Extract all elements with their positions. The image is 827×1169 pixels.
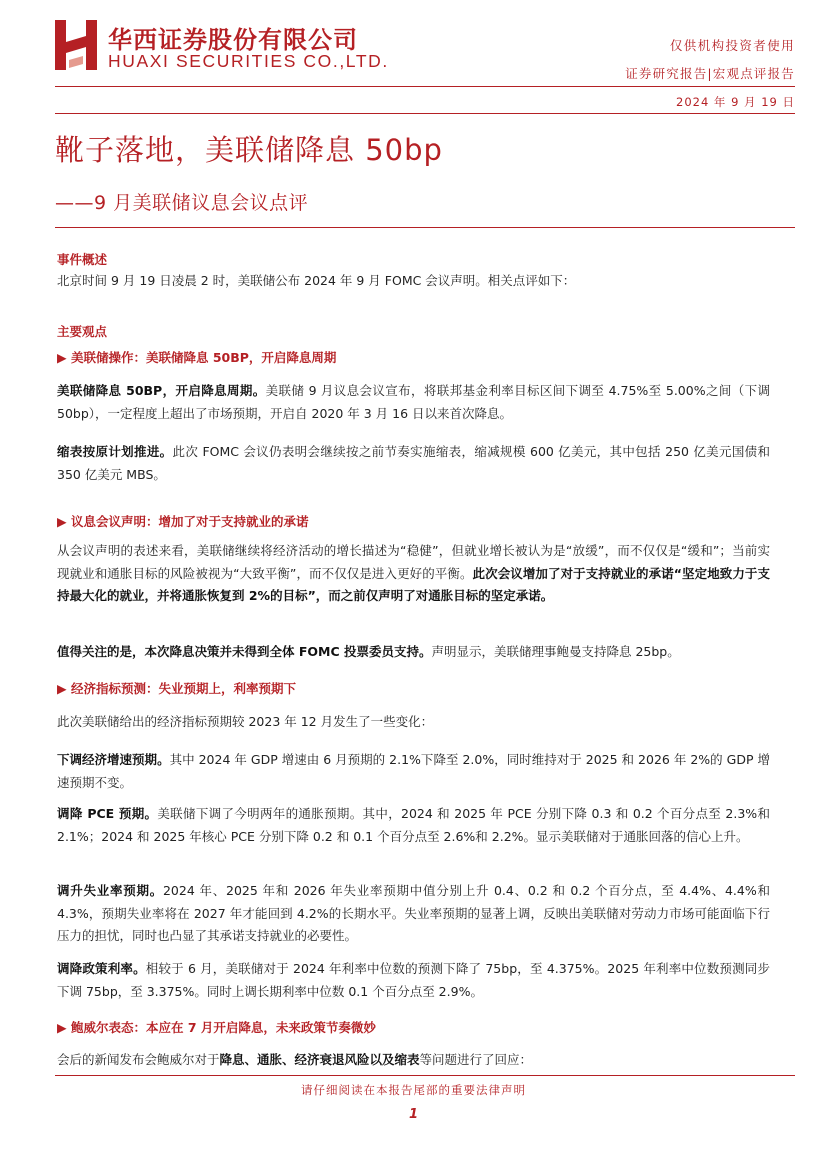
paragraph-text: 美联储下调了今明两年的通胀预期。其中，2024 和 2025 年 PCE 分别下降 0.3 和 0.2 个百分点至 2.3%和 2.1%；2024 和 2025 年核心 PCE 分别下降 0.2 和 0.1 个百分点至 2.6%和 2.2%。显示美联储对于通胀回落的信心上升。: [57, 806, 771, 844]
paragraph-lead: 调降 PCE 预期。: [57, 806, 158, 821]
header-divider: [55, 86, 795, 87]
paragraph-lead: 下调经济增速预期。: [57, 752, 170, 767]
paragraph-text: 美联储 9 月议息会议宣布，将联邦基金利率目标区间下调至 4.75%至 5.00%之间（下调 50bp），一定程度上超出了市场预期，开启自 2020 年 3 月 16 日以来首次降息。: [57, 383, 770, 421]
paragraph-lead: 值得关注的是，本次降息决策并未得到全体 FOMC 投票委员支持。: [57, 644, 432, 659]
section-bullet-projections: ▶ 经济指标预测：失业预期上，利率预期下: [57, 681, 296, 696]
paragraph-unemployment: [57, 880, 770, 948]
paragraph-pce: [57, 803, 770, 848]
paragraph-gdp: [57, 749, 770, 794]
event-heading: 事件概述: [57, 252, 108, 267]
paragraph-lead: 调升失业率预期。: [57, 883, 163, 898]
report-date: 2024 年 9 月 19 日: [676, 95, 795, 109]
paragraph-text: 会后的新闻发布会鲍威尔对于: [57, 1052, 220, 1067]
paragraph-statement: [57, 540, 770, 608]
legal-disclaimer: 请仔细阅读在本报告尾部的重要法律声明: [301, 1083, 526, 1097]
report-subtitle: ——9 月美联储议息会议点评: [55, 192, 309, 214]
paragraph-text: 2024 年、2025 年和 2026 年失业率预期中值分别上升 0.4、0.2 和 0.2 个百分点，至 4.4%、4.4%和 4.3%，预期失业率将在 2027 年才能回到 4.2%的长期水平。失业率预期的显著上调，反映出美联储对劳动力市场可能面临下行压力的担忧，同时也凸显了其承诺支持就业的必要性。: [57, 883, 770, 943]
date-divider: [55, 113, 795, 114]
paragraph-emphasis: 降息、通胀、经济衰退风险以及缩表: [219, 1052, 420, 1067]
paragraph-text: 相较于 6 月，美联储对于 2024 年利率中位数的预测下降了 75bp，至 4.375%。2025 年利率中位数预测同步下调 75bp，至 3.375%。同时上调长期利率中位数 0.1 个百分点至 2.9%。: [57, 961, 770, 999]
paragraph-lead: 缩表按原计划推进。: [57, 444, 173, 459]
huaxi-logo-icon: [55, 20, 97, 70]
page-number: 1: [408, 1107, 419, 1122]
paragraph-text: 等问题进行了回应：: [419, 1052, 533, 1067]
section-bullet-statement: ▶ 议息会议声明：增加了对于支持就业的承诺: [57, 514, 309, 529]
section-bullet-fed-operation: ▶ 美联储操作：美联储降息 50BP，开启降息周期: [57, 350, 337, 365]
title-divider: [55, 227, 795, 228]
section-bullet-powell: ▶ 鲍威尔表态：本应在 7 月开启降息，未来政策节奏微妙: [57, 1020, 376, 1035]
paragraph-projections-intro: 此次美联储给出的经济指标预期较 2023 年 12 月发生了一些变化：: [57, 714, 434, 729]
footer-divider: [55, 1075, 795, 1076]
paragraph-policy-rate: [57, 958, 770, 1003]
paragraph-text: 其中 2024 年 GDP 增速由 6 月预期的 2.1%下降至 2.0%，同时维持对于 2025 和 2026 年 2%的 GDP 增速预期不变。: [57, 752, 770, 790]
company-name-en: HUAXI SECURITIES CO.,LTD.: [108, 51, 389, 71]
main-heading: 主要观点: [57, 324, 108, 339]
paragraph-lead: 调降政策利率。: [57, 961, 146, 976]
paragraph-text: 从会议声明的表述来看，美联储继续将经济活动的增长描述为“稳健”，但就业增长被认为是“放缓”，而不仅仅是“缓和”；当前实现就业和通胀目标的风险被视为“大致平衡”，而不仅仅是进入更好的平衡。: [57, 543, 770, 581]
paragraph-press-conference: [57, 1049, 770, 1072]
company-name-cn: 华西证券股份有限公司: [108, 26, 358, 54]
paragraph-text: 此次 FOMC 会议仍表明会继续按之前节奏实施缩表，缩减规模 600 亿美元，其中包括 250 亿美元国债和 350 亿美元 MBS。: [57, 444, 770, 482]
report-type: 证券研究报告|宏观点评报告: [625, 66, 795, 81]
paragraph-lead: 美联储降息 50BP，开启降息周期。: [57, 383, 266, 398]
usage-note: 仅供机构投资者使用: [669, 38, 795, 53]
report-title: 靴子落地，美联储降息 50bp: [55, 133, 443, 167]
paragraph-rate-cut: [57, 380, 770, 425]
paragraph-qt: [57, 441, 770, 486]
paragraph-vote: [57, 641, 770, 664]
paragraph-text: 声明显示，美联储理事鲍曼支持降息 25bp。: [431, 644, 680, 659]
paragraph-emphasis: 此次会议增加了对于支持就业的承诺“坚定地致力于支持最大化的就业，并将通胀恢复到 2%的目标”，而之前仅声明了对通胀目标的坚定承诺。: [57, 565, 771, 603]
event-text: 北京时间 9 月 19 日凌晨 2 时，美联储公布 2024 年 9 月 FOMC 会议声明。相关点评如下：: [57, 273, 576, 288]
